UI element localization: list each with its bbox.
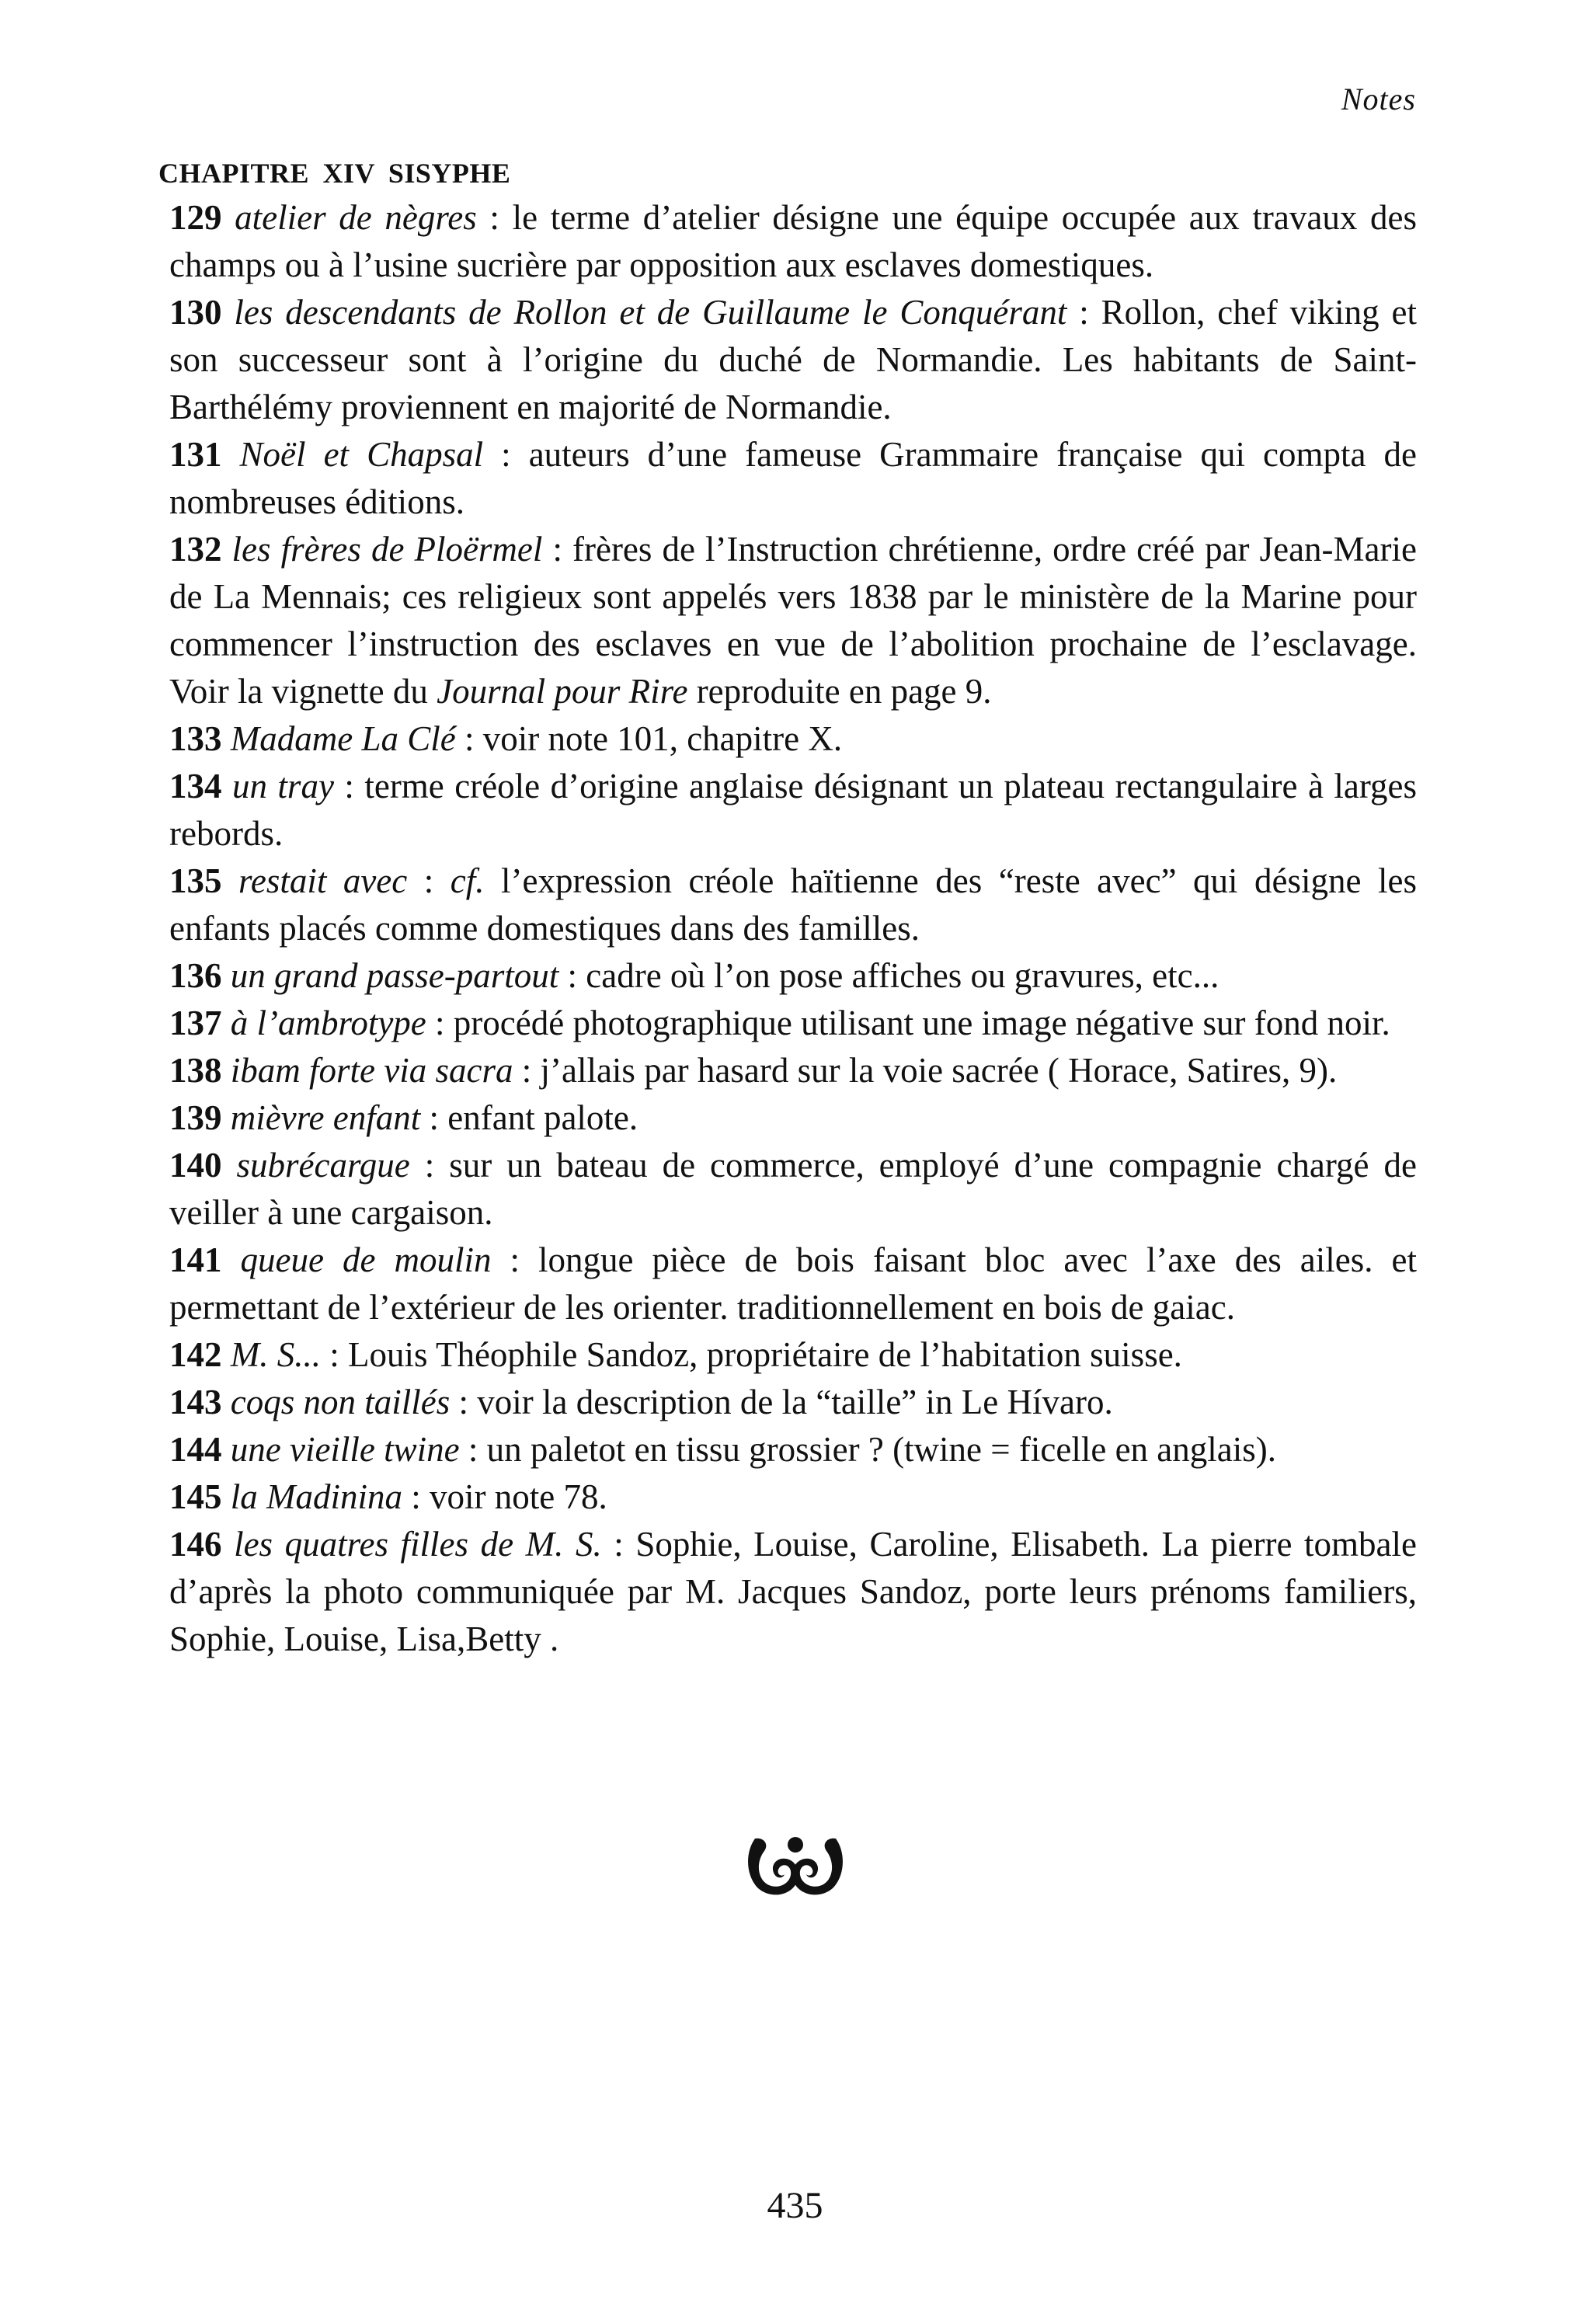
note-term: Madame La Clé: [230, 719, 456, 758]
note-separator: :: [407, 861, 451, 900]
note-text: sur un bateau de commerce, employé d’une compagnie chargé de veiller à une cargaison.: [169, 1146, 1417, 1232]
note-134: [169, 763, 1417, 858]
note-text: voir note 78.: [430, 1477, 607, 1516]
note-text: Louis Théophile Sandoz, propriétaire de l’habitation suisse.: [348, 1335, 1182, 1374]
note-term: les descendants de Rollon et de Guillaume le Conquérant: [234, 293, 1067, 332]
page-number: 435: [767, 2185, 823, 2226]
note-term: un grand passe-partout: [230, 956, 559, 995]
note-number: 139: [169, 1098, 222, 1137]
note-separator: :: [420, 1098, 448, 1137]
note-text: Rollon, chef viking et son successeur sont à l’origine du duché de Normandie. Les habitants de Saint-Barthélémy proviennent en majorité de Normandie.: [169, 293, 1417, 426]
note-130: [169, 289, 1417, 431]
note-separator: :: [459, 1430, 487, 1469]
note-number: 145: [169, 1477, 222, 1516]
note-term: la Madinina: [230, 1477, 402, 1516]
note-number: 132: [169, 530, 222, 569]
note-separator: :: [321, 1335, 349, 1374]
note-number: 142: [169, 1335, 222, 1374]
note-separator: :: [601, 1525, 636, 1564]
note-text: frères de l’Instruction chrétienne, ordre créé par Jean-Marie de La Mennais; ces religieux sont appelés vers 1838 par le ministère de la Marine pour commencer l’instruction des esclaves en vue de l’abolition prochaine de l’esclavage. Voir la vignette du: [169, 530, 1417, 711]
note-144: [169, 1426, 1417, 1473]
note-text-italic: cf.: [450, 861, 485, 900]
note-text: procédé photographique utilisant une image négative sur fond noir.: [453, 1004, 1390, 1042]
note-term: Noël et Chapsal: [239, 435, 484, 474]
fleuron-icon: [741, 1821, 850, 1907]
note-text: auteurs d’une fameuse Grammaire française qui compta de nombreuses éditions.: [169, 435, 1417, 521]
note-term: subrécargue: [236, 1146, 410, 1185]
note-number: 138: [169, 1051, 222, 1090]
note-number: 136: [169, 956, 222, 995]
note-separator: :: [455, 719, 483, 758]
note-text: un paletot en tissu grossier ? (twine = ficelle en anglais).: [486, 1430, 1276, 1469]
note-text: voir la description de la “taille” in Le Hívaro.: [477, 1383, 1113, 1421]
note-145: [169, 1473, 1417, 1521]
note-separator: :: [476, 198, 513, 237]
note-term: les frères de Ploërmel: [231, 530, 543, 569]
note-term: à l’ambrotype: [230, 1004, 426, 1042]
note-number: 133: [169, 719, 222, 758]
note-146: [169, 1521, 1417, 1663]
note-separator: :: [558, 956, 586, 995]
note-number: 144: [169, 1430, 222, 1469]
note-138: [169, 1047, 1417, 1094]
notes-list: [169, 194, 1417, 1663]
note-number: 134: [169, 767, 222, 805]
note-number: 143: [169, 1383, 222, 1421]
note-text: l’expression créole haïtienne des “reste avec” qui désigne les enfants placés comme domestiques dans des familles.: [169, 861, 1417, 948]
note-number: 141: [169, 1240, 222, 1279]
note-term: atelier de nègres: [235, 198, 477, 237]
note-text: le terme d’atelier désigne une équipe occupée aux travaux des champs ou à l’usine sucrière par opposition aux esclaves domestiques.: [169, 198, 1417, 284]
note-131: [169, 431, 1417, 526]
note-term: coqs non taillés: [230, 1383, 451, 1421]
note-number: 137: [169, 1004, 222, 1042]
note-term: mièvre enfant: [230, 1098, 421, 1137]
note-number: 140: [169, 1146, 222, 1185]
note-text-italic: Journal pour Rire: [437, 672, 688, 711]
note-132: [169, 526, 1417, 715]
note-separator: :: [402, 1477, 430, 1516]
note-number: 129: [169, 198, 222, 237]
note-separator: :: [513, 1051, 541, 1090]
note-number: 135: [169, 861, 222, 900]
ornament-fleuron-icon: [0, 1821, 1590, 1911]
note-136: [169, 952, 1417, 1000]
note-separator: :: [1066, 293, 1101, 332]
note-number: 131: [169, 435, 222, 474]
running-head: Notes: [1341, 82, 1416, 117]
note-separator: :: [542, 530, 572, 569]
note-text-after: reproduite en page 9.: [687, 672, 992, 711]
note-term: les quatres filles de M. S.: [234, 1525, 602, 1564]
note-143: [169, 1379, 1417, 1426]
note-text: cadre où l’on pose affiches ou gravures, etc...: [586, 956, 1219, 995]
note-separator: :: [483, 435, 529, 474]
note-text: terme créole d’origine anglaise désignant un plateau rectangulaire à larges rebords.: [169, 767, 1417, 853]
note-140: [169, 1142, 1417, 1237]
note-text: longue pièce de bois faisant bloc avec l’axe des ailes. et permettant de l’extérieur de les orienter. traditionnellement en bois de gaiac.: [169, 1240, 1417, 1327]
note-term: M. S...: [230, 1335, 321, 1374]
note-term: une vieille twine: [230, 1430, 460, 1469]
note-129: [169, 194, 1417, 289]
note-separator: :: [409, 1146, 450, 1185]
note-term: ibam forte via sacra: [230, 1051, 513, 1090]
note-139: [169, 1094, 1417, 1142]
note-text: j’allais par hasard sur la voie sacrée ( Horace, Satires, 9).: [540, 1051, 1338, 1090]
note-133: [169, 715, 1417, 763]
note-number: 130: [169, 293, 222, 332]
note-142: [169, 1331, 1417, 1379]
note-number: 146: [169, 1525, 222, 1564]
note-separator: :: [333, 767, 365, 805]
note-text: enfant palote.: [447, 1098, 638, 1137]
note-separator: :: [450, 1383, 478, 1421]
note-term: queue de moulin: [240, 1240, 492, 1279]
chapter-heading: CHAPITRE XIV SISYPHE: [158, 158, 511, 189]
note-137: [169, 1000, 1417, 1047]
note-135: [169, 858, 1417, 952]
note-141: [169, 1237, 1417, 1331]
note-term: un tray: [231, 767, 334, 805]
note-separator: :: [426, 1004, 454, 1042]
note-text: Sophie, Louise, Caroline, Elisabeth. La pierre tombale d’après la photo communiquée par M. Jacques Sandoz, porte leurs prénoms familiers, Sophie, Louise, Lisa,Betty .: [169, 1525, 1417, 1658]
note-text: voir note 101, chapitre X.: [482, 719, 843, 758]
note-term: restait avec: [238, 861, 408, 900]
note-separator: :: [491, 1240, 539, 1279]
